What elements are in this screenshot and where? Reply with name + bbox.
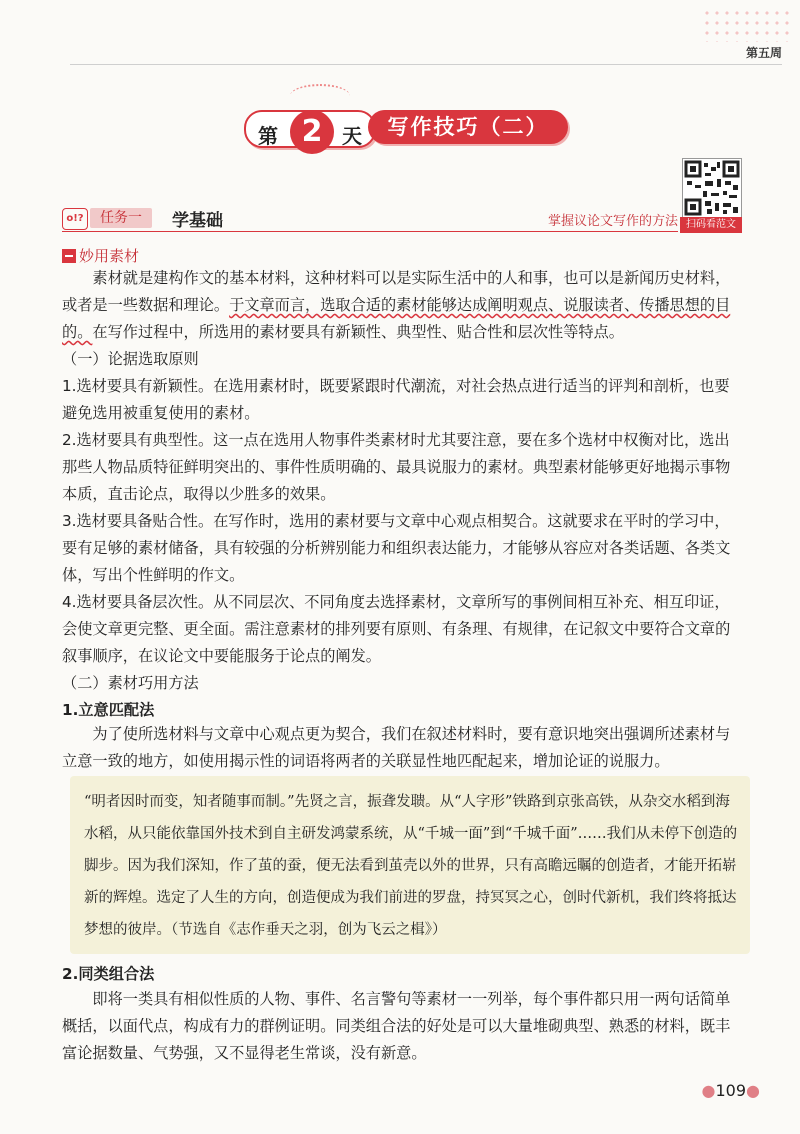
day-prefix: 第	[258, 124, 278, 148]
qr-code-icon[interactable]	[682, 158, 742, 218]
method-2-body: 即将一类具有相似性质的人物、事件、名言警句等素材一一列举，每个事件都只用一两句话简单概括，以面代点，构成有力的群例证明。同类组合法的好处是可以大量堆砌典型、熟悉的材料，既丰富论据数量、气势强，又不显得老生常谈，没有新意。	[62, 990, 731, 1062]
day-badge	[244, 110, 376, 148]
subheading-methods: （二）素材巧用方法	[62, 674, 199, 692]
page-number-text: 109	[715, 1081, 747, 1100]
task-header	[62, 204, 678, 232]
question-bubble-icon: o!?	[62, 208, 88, 230]
minus-box-icon	[62, 249, 76, 263]
day-banner	[244, 104, 570, 150]
dot-icon: ●	[746, 1081, 760, 1100]
method-1-body: 为了使所选材料与文章中心观点更为契合，我们在叙述材料时，要有意识地突出强调所述素材与立意一致的地方，如使用揭示性的词语将两者的关联显性地匹配起来，增加论证的说服力。	[62, 725, 731, 770]
task-number: 任务一	[90, 208, 152, 228]
intro-text-1: 素材就是建构作文的基本材料，这种材料可以是实际生活中的人和事，也可以是新闻历史材料，或者是一些数据和理论。	[62, 269, 731, 314]
intro-paragraph	[62, 265, 742, 346]
method-2-title: 2.同类组合法	[62, 965, 155, 983]
decorative-dot-grid	[702, 8, 792, 42]
page-number	[702, 1081, 760, 1100]
qr-caption: 扫码看范文	[680, 217, 742, 233]
example-quote-box	[70, 776, 750, 954]
task-title: 学基础	[172, 211, 223, 231]
task-rule	[62, 231, 678, 232]
week-label: 第五周	[745, 46, 782, 60]
section-heading	[62, 245, 139, 263]
intro-text-underlined: 于文章而言，选取合适的素材能够达成阐明观点、说服读者、传播思想的目的。	[62, 296, 731, 341]
dot-icon: ●	[701, 1081, 716, 1100]
header-rule	[70, 64, 782, 65]
day-title: 写作技巧（二）	[368, 110, 568, 144]
intro-text-3: 在写作过程中，所选用的素材要具有新颖性、典型性、贴合性和层次性等特点。	[92, 323, 624, 341]
method-1-title: 1.立意匹配法	[62, 701, 155, 719]
principle-1: 1.选材要具有新颖性。在选用素材时，既要紧跟时代潮流，对社会热点进行适当的评判和剖析，也要避免选用被重复使用的素材。	[62, 377, 730, 422]
principle-3: 3.选材要具备贴合性。在写作时，选用的素材要与文章中心观点相契合。这就要求在平时的学习中，要有足够的素材储备，具有较强的分析辨别能力和组织表达能力，才能够从容应对各类话题、各类文体，写出个性鲜明的作文。	[62, 512, 731, 584]
task-goal: 掌握议论文写作的方法	[547, 214, 678, 229]
principle-4: 4.选材要具备层次性。从不同层次、不同角度去选择素材，文章所写的事例间相互补充、相互印证，会使文章更完整、更全面。需注意素材的排列要有原则、有条理、有规律，在记叙文中要符合文章的叙事顺序，在议论文中要能服务于论点的阐发。	[62, 593, 731, 665]
day-suffix: 天	[342, 124, 362, 148]
subheading-principles: （一）论据选取原则	[62, 350, 199, 368]
principle-2: 2.选材要具有典型性。这一点在选用人物事件类素材时尤其要注意，要在多个选材中权衡对比，选出那些人物品质特征鲜明突出的、事件性质明确的、最具说服力的素材。典型素材能够更好地揭示事物本质，直击论点，取得以少胜多的效果。	[62, 431, 731, 503]
section-title: 妙用素材	[79, 247, 140, 265]
example-quote-text: “明者因时而变，知者随事而制。”先贤之言，振聋发聩。从“人字形”铁路到京张高铁，从杂交水稻到海水稻，从只能依靠国外技术到自主研发鸿蒙系统，从“千城一面”到“千城千面”……我们从未停下创造的脚步。因为我们深知，作了茧的蚕，便无法看到茧壳以外的世界，只有高瞻远瞩的创造者，才能开拓崭新的辉煌。选定了人生的方向，创造便成为我们前进的罗盘，持冥冥之心，创时代新机，我们终将抵达梦想的彼岸。（节选自《志作垂天之羽，创为飞云之楫》）	[84, 794, 738, 938]
day-number: 2	[290, 110, 334, 154]
